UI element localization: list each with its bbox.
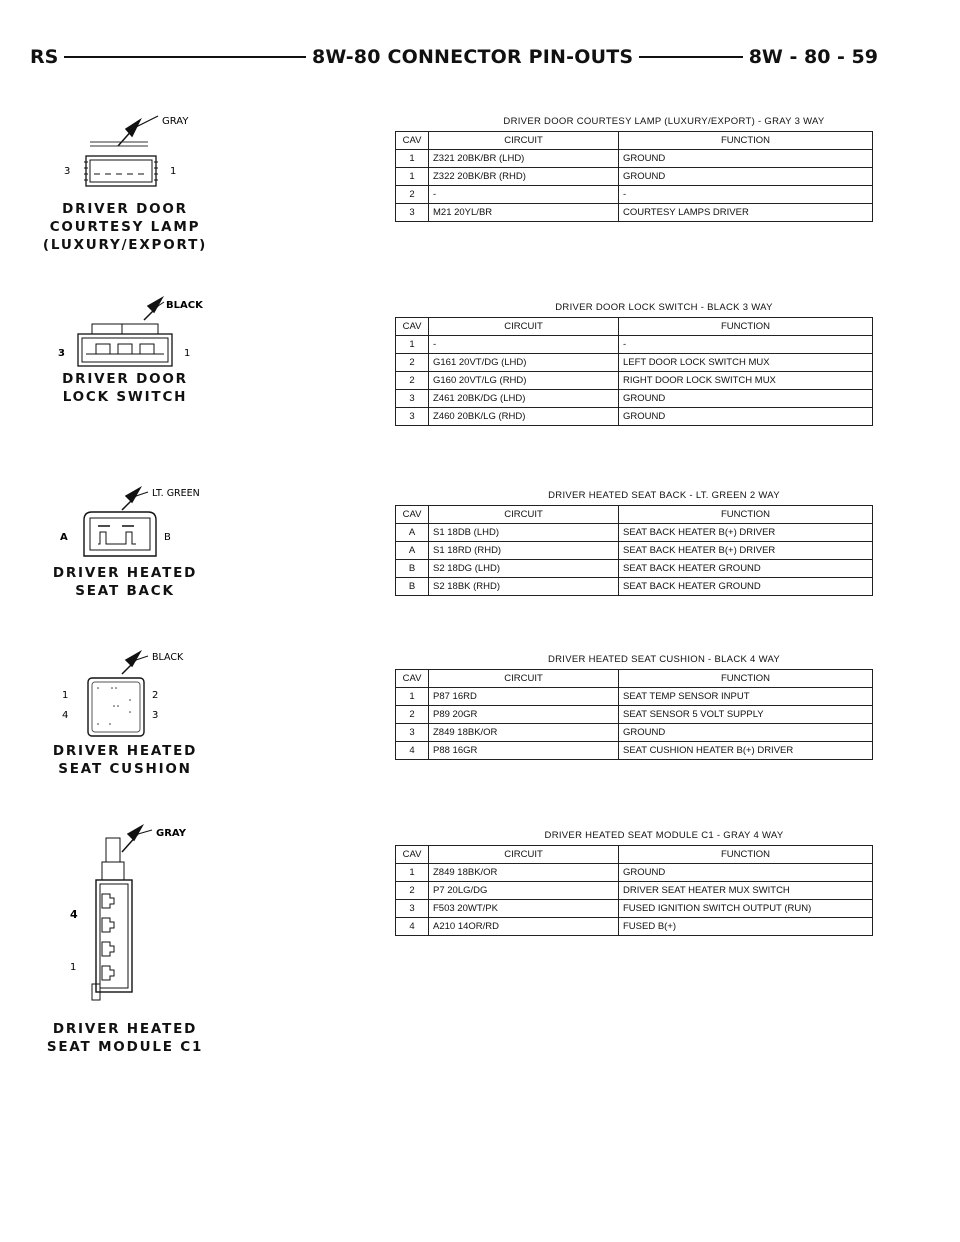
courtesy-lamp-connector-drawing [40,112,210,200]
color-label: BLACK [152,652,184,663]
table-row: 2 P89 20GR SEAT SENSOR 5 VOLT SUPPLY [396,706,873,724]
diagram-heated-seat-back [40,484,210,600]
connector-title: DRIVER HEATED SEAT MODULE C1 - GRAY 4 WAY [544,830,784,841]
table-row: 1 - - [396,336,873,354]
table-row: 1 P87 16RD SEAT TEMP SENSOR INPUT [396,688,873,706]
diagram-name: DRIVER HEATED SEAT MODULE C1 [46,1021,204,1055]
table-row: 1 Z322 20BK/BR (RHD) GROUND [396,168,873,186]
color-label: GRAY [156,828,186,839]
pin-label-left: A [60,532,68,543]
pin-label-right: 1 [170,166,177,177]
table-row: 2 G161 20VT/DG (LHD) LEFT DOOR LOCK SWITCH MUX [396,354,873,372]
diagram-name: DRIVER HEATED SEAT CUSHION [52,743,198,777]
table-row: 4 A210 14OR/RD FUSED B(+) [396,918,873,936]
table-row: 3 Z461 20BK/DG (LHD) GROUND [396,390,873,408]
table-header-row: CAV CIRCUIT FUNCTION [396,132,873,150]
table-row: 2 - - [396,186,873,204]
connector-title: DRIVER HEATED SEAT BACK - LT. GREEN 2 WAY [548,490,780,501]
pin-label-3: 3 [152,710,159,721]
connector-table-heated-seat-back [395,490,873,596]
pin-label-bottom: 1 [70,962,77,973]
pin-label-left: 3 [58,348,65,359]
pinout-table [395,505,873,596]
heated-seat-back-connector-drawing [40,484,210,564]
color-label: LT. GREEN [152,488,200,499]
header-page-number: 8W - 80 - 59 [743,44,878,70]
header-left: RS [30,44,64,70]
heated-seat-module-connector-drawing [40,824,210,1020]
table-row: 3 M21 20YL/BR COURTESY LAMPS DRIVER [396,204,873,222]
color-label: BLACK [166,300,203,311]
pin-label-right: B [164,532,171,543]
diagram-courtesy-lamp [40,112,210,254]
table-header-row: CAV CIRCUIT FUNCTION [396,506,873,524]
pin-label-4: 4 [62,710,69,721]
diagram-door-lock-switch [40,296,210,406]
table-row: B S2 18DG (LHD) SEAT BACK HEATER GROUND [396,560,873,578]
connector-table-door-lock-switch [395,302,873,426]
connector-table-heated-seat-module [395,830,873,936]
pin-label-top: 4 [70,908,78,921]
color-label: GRAY [162,116,189,127]
pin-label-left: 3 [64,166,71,177]
connector-table-courtesy-lamp [395,116,873,222]
pinout-table [395,131,873,222]
diagram-name: DRIVER DOOR COURTESY LAMP (LUXURY/EXPORT) [42,201,208,253]
table-row: 1 Z849 18BK/OR GROUND [396,864,873,882]
pinout-table [395,317,873,426]
table-row: B S2 18BK (RHD) SEAT BACK HEATER GROUND [396,578,873,596]
table-row: A S1 18DB (LHD) SEAT BACK HEATER B(+) DRIVER [396,524,873,542]
table-row: 2 G160 20VT/LG (RHD) RIGHT DOOR LOCK SWITCH MUX [396,372,873,390]
header-title: 8W-80 CONNECTOR PIN-OUTS [306,44,639,70]
table-row: 3 Z849 18BK/OR GROUND [396,724,873,742]
pinout-table [395,669,873,760]
diagram-heated-seat-module [40,824,210,1056]
diagram-name: DRIVER DOOR LOCK SWITCH [62,371,188,405]
table-row: 4 P88 16GR SEAT CUSHION HEATER B(+) DRIVER [396,742,873,760]
pin-label-1: 1 [62,690,69,701]
pinout-table [395,845,873,936]
diagram-name: DRIVER HEATED SEAT BACK [52,565,198,599]
page-header [30,44,878,74]
pin-label-right: 1 [184,348,191,359]
table-header-row: CAV CIRCUIT FUNCTION [396,318,873,336]
connector-table-heated-seat-cushion [395,654,873,760]
heated-seat-cushion-connector-drawing [40,646,210,742]
diagram-heated-seat-cushion [40,646,210,778]
table-header-row: CAV CIRCUIT FUNCTION [396,670,873,688]
table-row: 2 P7 20LG/DG DRIVER SEAT HEATER MUX SWITCH [396,882,873,900]
table-header-row: CAV CIRCUIT FUNCTION [396,846,873,864]
connector-title: DRIVER DOOR LOCK SWITCH - BLACK 3 WAY [555,302,773,313]
connector-title: DRIVER HEATED SEAT CUSHION - BLACK 4 WAY [547,654,781,665]
table-row: A S1 18RD (RHD) SEAT BACK HEATER B(+) DRIVER [396,542,873,560]
connector-title: DRIVER DOOR COURTESY LAMP (LUXURY/EXPORT) - GRAY 3 WAY [503,116,825,127]
door-lock-switch-connector-drawing [40,296,210,370]
table-row: 1 Z321 20BK/BR (LHD) GROUND [396,150,873,168]
table-row: 3 F503 20WT/PK FUSED IGNITION SWITCH OUTPUT (RUN) [396,900,873,918]
pin-label-2: 2 [152,690,159,701]
table-row: 3 Z460 20BK/LG (RHD) GROUND [396,408,873,426]
